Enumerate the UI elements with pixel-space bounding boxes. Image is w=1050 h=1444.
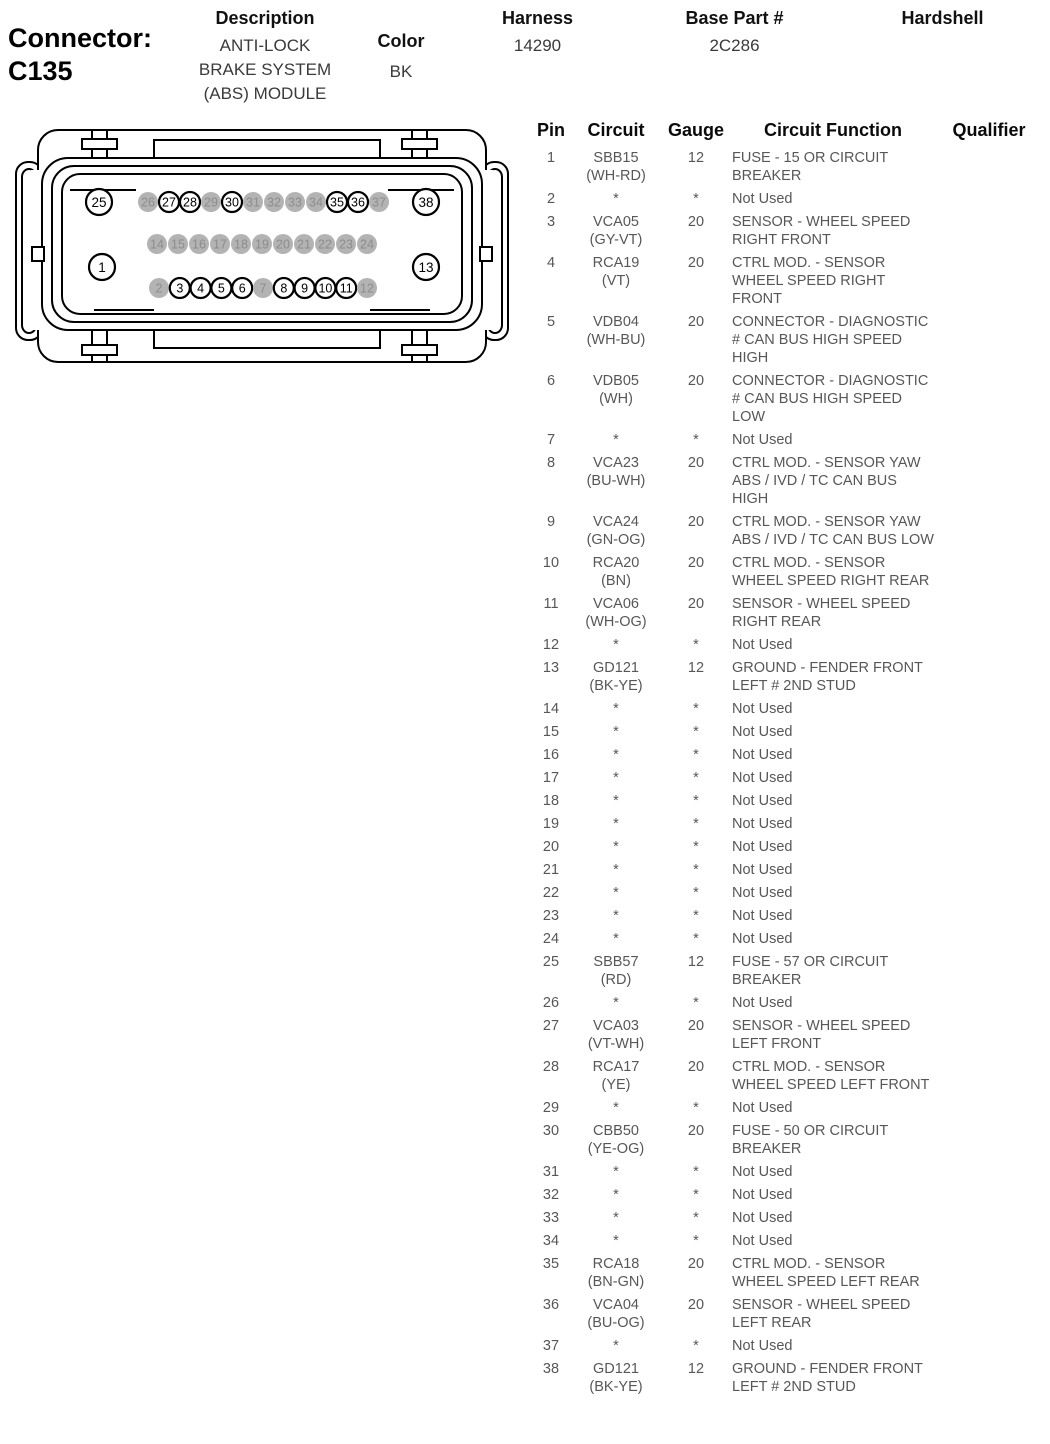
svg-text:8: 8 xyxy=(280,281,288,296)
table-row xyxy=(0,659,1050,695)
pin-cell: 25 xyxy=(542,954,560,970)
gauge-cell: * xyxy=(693,1187,699,1203)
table-row xyxy=(0,930,1050,948)
gauge-cell: 20 xyxy=(687,596,705,612)
circuit-cell: * xyxy=(613,747,619,763)
table-row xyxy=(0,1232,1050,1250)
circuit-cell: * xyxy=(613,793,619,809)
svg-text:19: 19 xyxy=(255,237,269,252)
svg-text:7: 7 xyxy=(259,281,267,296)
function-cell: Not Used xyxy=(732,931,793,947)
svg-text:36: 36 xyxy=(351,195,365,210)
pin-cell: 13 xyxy=(542,660,560,676)
circuit-cell: RCA18 (BN-GN) xyxy=(587,1256,645,1290)
pin-cell: 19 xyxy=(542,816,560,832)
table-row xyxy=(0,1099,1050,1117)
table-row xyxy=(0,746,1050,764)
gauge-cell: 20 xyxy=(687,455,705,471)
connector-label: Connector: xyxy=(8,23,152,53)
circuit-cell: VCA05 (GY-VT) xyxy=(589,214,643,248)
circuit-cell: * xyxy=(613,839,619,855)
harness-value: 14290 xyxy=(513,36,562,55)
column-header-circuit: Circuit xyxy=(587,120,645,140)
function-cell: CONNECTOR - DIAGNOSTIC # CAN BUS HIGH SPEED LOW xyxy=(732,373,929,425)
svg-text:3: 3 xyxy=(176,281,184,296)
table-row xyxy=(0,431,1050,449)
table-row xyxy=(0,1058,1050,1094)
gauge-cell: 20 xyxy=(687,1018,705,1034)
function-cell: CTRL MOD. - SENSOR WHEEL SPEED RIGHT REAR xyxy=(732,555,930,589)
circuit-cell: * xyxy=(613,1338,619,1354)
circuit-cell: * xyxy=(613,931,619,947)
pin-cell: 6 xyxy=(546,373,556,389)
function-cell: Not Used xyxy=(732,995,793,1011)
pin-cell: 10 xyxy=(542,555,560,571)
gauge-cell: * xyxy=(693,995,699,1011)
circuit-cell: * xyxy=(613,701,619,717)
pin-cell: 38 xyxy=(542,1361,560,1377)
gauge-cell: * xyxy=(693,816,699,832)
function-cell: Not Used xyxy=(732,839,793,855)
connector-title xyxy=(8,22,152,88)
pin-cell: 32 xyxy=(542,1187,560,1203)
table-row xyxy=(0,454,1050,508)
circuit-cell: RCA19 (VT) xyxy=(592,255,640,289)
pin-cell: 2 xyxy=(546,191,556,207)
table-row xyxy=(0,1122,1050,1158)
function-cell: Not Used xyxy=(732,701,793,717)
circuit-cell: * xyxy=(613,862,619,878)
circuit-cell: VCA23 (BU-WH) xyxy=(586,455,646,489)
gauge-cell: 12 xyxy=(687,150,705,166)
function-cell: Not Used xyxy=(732,1338,793,1354)
gauge-cell: 20 xyxy=(687,373,705,389)
circuit-cell: VCA06 (WH-OG) xyxy=(585,596,647,630)
gauge-cell: 20 xyxy=(687,1059,705,1075)
column-header-gauge: Gauge xyxy=(667,120,724,140)
table-row xyxy=(0,313,1050,367)
circuit-cell: * xyxy=(613,432,619,448)
pin-table xyxy=(0,120,1050,1401)
function-cell: FUSE - 50 OR CIRCUIT BREAKER xyxy=(732,1123,889,1157)
table-row xyxy=(0,884,1050,902)
circuit-cell: SBB15 (WH-RD) xyxy=(586,150,646,184)
circuit-cell: CBB50 (YE-OG) xyxy=(587,1123,645,1157)
svg-text:37: 37 xyxy=(372,195,386,210)
function-cell: Not Used xyxy=(732,1100,793,1116)
pin-cell: 15 xyxy=(542,724,560,740)
pin-cell: 29 xyxy=(542,1100,560,1116)
hardshell-header: Hardshell xyxy=(901,8,984,28)
circuit-cell: * xyxy=(613,816,619,832)
gauge-cell: * xyxy=(693,724,699,740)
gauge-cell: 20 xyxy=(687,214,705,230)
pin-cell: 33 xyxy=(542,1210,560,1226)
gauge-cell: * xyxy=(693,770,699,786)
svg-text:38: 38 xyxy=(418,194,434,210)
circuit-cell: * xyxy=(613,1210,619,1226)
svg-text:29: 29 xyxy=(204,195,218,210)
circuit-cell: VDB04 (WH-BU) xyxy=(586,314,646,348)
function-cell: SENSOR - WHEEL SPEED LEFT FRONT xyxy=(732,1018,911,1052)
pin-cell: 22 xyxy=(542,885,560,901)
pin-table-body xyxy=(0,149,1050,1396)
function-cell: Not Used xyxy=(732,885,793,901)
gauge-cell: * xyxy=(693,793,699,809)
circuit-cell: * xyxy=(613,724,619,740)
pin-cell: 17 xyxy=(542,770,560,786)
svg-text:15: 15 xyxy=(171,237,185,252)
gauge-cell: 12 xyxy=(687,1361,705,1377)
table-row xyxy=(0,190,1050,208)
function-cell: CONNECTOR - DIAGNOSTIC # CAN BUS HIGH SPEED HIGH xyxy=(732,314,929,366)
gauge-cell: 20 xyxy=(687,1297,705,1313)
circuit-cell: * xyxy=(613,191,619,207)
circuit-cell: * xyxy=(613,1187,619,1203)
pin-cell: 1 xyxy=(546,150,556,166)
pin-cell: 7 xyxy=(546,432,556,448)
pin-cell: 30 xyxy=(542,1123,560,1139)
function-cell: Not Used xyxy=(732,1164,793,1180)
column-header-qualifier: Qualifier xyxy=(952,120,1026,140)
circuit-cell: VCA24 (GN-OG) xyxy=(586,514,646,548)
table-row xyxy=(0,595,1050,631)
circuit-cell: * xyxy=(613,908,619,924)
svg-text:20: 20 xyxy=(276,237,290,252)
table-row xyxy=(0,1186,1050,1204)
pin-cell: 34 xyxy=(542,1233,560,1249)
table-row xyxy=(0,861,1050,879)
table-row xyxy=(0,1209,1050,1227)
gauge-cell: * xyxy=(693,862,699,878)
function-cell: CTRL MOD. - SENSOR WHEEL SPEED LEFT FRONT xyxy=(732,1059,930,1093)
svg-text:14: 14 xyxy=(150,237,164,252)
connector-id: C135 xyxy=(8,56,73,86)
svg-text:4: 4 xyxy=(197,281,205,296)
pin-cell: 36 xyxy=(542,1297,560,1313)
table-row xyxy=(0,636,1050,654)
function-cell: Not Used xyxy=(732,432,793,448)
pin-cell: 35 xyxy=(542,1256,560,1272)
pin-cell: 31 xyxy=(542,1164,560,1180)
table-row xyxy=(0,1255,1050,1291)
function-cell: Not Used xyxy=(732,862,793,878)
svg-text:23: 23 xyxy=(339,237,353,252)
pin-cell: 12 xyxy=(542,637,560,653)
gauge-cell: * xyxy=(693,1100,699,1116)
svg-text:1: 1 xyxy=(98,259,106,275)
function-cell: SENSOR - WHEEL SPEED RIGHT REAR xyxy=(732,596,911,630)
function-cell: FUSE - 57 OR CIRCUIT BREAKER xyxy=(732,954,889,988)
gauge-cell: * xyxy=(693,1164,699,1180)
svg-text:34: 34 xyxy=(309,195,323,210)
function-cell: Not Used xyxy=(732,747,793,763)
gauge-cell: * xyxy=(693,637,699,653)
gauge-cell: * xyxy=(693,191,699,207)
table-row xyxy=(0,700,1050,718)
circuit-cell: GD121 (BK-YE) xyxy=(589,660,643,694)
function-cell: CTRL MOD. - SENSOR YAW ABS / IVD / TC CAN BUS LOW xyxy=(732,514,934,548)
svg-text:35: 35 xyxy=(330,195,344,210)
svg-text:25: 25 xyxy=(91,194,107,210)
circuit-cell: * xyxy=(613,995,619,1011)
table-row xyxy=(0,1296,1050,1332)
circuit-cell: RCA20 (BN) xyxy=(592,555,640,589)
svg-text:10: 10 xyxy=(318,281,333,296)
gauge-cell: * xyxy=(693,908,699,924)
gauge-cell: * xyxy=(693,885,699,901)
gauge-cell: 20 xyxy=(687,555,705,571)
harness-header: Harness xyxy=(501,8,574,28)
function-cell: Not Used xyxy=(732,770,793,786)
gauge-cell: 20 xyxy=(687,1123,705,1139)
table-row xyxy=(0,513,1050,549)
function-cell: CTRL MOD. - SENSOR WHEEL SPEED LEFT REAR xyxy=(732,1256,920,1290)
table-row xyxy=(0,1017,1050,1053)
svg-text:28: 28 xyxy=(183,195,197,210)
pin-cell: 21 xyxy=(542,862,560,878)
function-cell: GROUND - FENDER FRONT LEFT # 2ND STUD xyxy=(732,660,923,694)
circuit-cell: VDB05 (WH) xyxy=(593,373,639,407)
table-row xyxy=(0,1337,1050,1355)
function-cell: SENSOR - WHEEL SPEED LEFT REAR xyxy=(732,1297,911,1331)
svg-text:30: 30 xyxy=(225,195,239,210)
function-cell: Not Used xyxy=(732,908,793,924)
gauge-cell: 20 xyxy=(687,314,705,330)
function-cell: Not Used xyxy=(732,816,793,832)
gauge-cell: * xyxy=(693,1338,699,1354)
gauge-cell: * xyxy=(693,701,699,717)
table-row xyxy=(0,769,1050,787)
table-row xyxy=(0,953,1050,989)
gauge-cell: * xyxy=(693,1210,699,1226)
function-cell: SENSOR - WHEEL SPEED RIGHT FRONT xyxy=(732,214,911,248)
svg-text:17: 17 xyxy=(213,237,227,252)
pin-cell: 37 xyxy=(542,1338,560,1354)
circuit-cell: VCA04 (BU-OG) xyxy=(587,1297,645,1331)
svg-text:16: 16 xyxy=(192,237,206,252)
circuit-cell: * xyxy=(613,637,619,653)
svg-text:2: 2 xyxy=(155,281,163,296)
pin-cell: 11 xyxy=(543,596,559,612)
circuit-cell: SBB57 (RD) xyxy=(593,954,639,988)
gauge-cell: 12 xyxy=(687,660,705,676)
circuit-cell: * xyxy=(613,770,619,786)
color-header: Color xyxy=(377,31,425,51)
function-cell: Not Used xyxy=(732,1233,793,1249)
circuit-cell: RCA17 (YE) xyxy=(592,1059,640,1093)
gauge-cell: * xyxy=(693,747,699,763)
pin-cell: 9 xyxy=(546,514,556,530)
pin-cell: 27 xyxy=(542,1018,560,1034)
svg-text:22: 22 xyxy=(318,237,332,252)
svg-text:21: 21 xyxy=(297,237,311,252)
svg-text:11: 11 xyxy=(339,281,353,296)
circuit-cell: * xyxy=(613,1100,619,1116)
svg-text:18: 18 xyxy=(234,237,248,252)
gauge-cell: * xyxy=(693,839,699,855)
table-row xyxy=(0,254,1050,308)
table-row xyxy=(0,1163,1050,1181)
function-cell: CTRL MOD. - SENSOR WHEEL SPEED RIGHT FRONT xyxy=(732,255,886,307)
function-cell: Not Used xyxy=(732,637,793,653)
pin-table-header xyxy=(0,120,1050,141)
gauge-cell: * xyxy=(693,1233,699,1249)
pin-cell: 8 xyxy=(546,455,556,471)
pin-cell: 3 xyxy=(546,214,556,230)
pin-cell: 4 xyxy=(546,255,556,271)
table-row xyxy=(0,792,1050,810)
function-cell: Not Used xyxy=(732,793,793,809)
svg-text:9: 9 xyxy=(301,281,309,296)
table-row xyxy=(0,815,1050,833)
svg-text:26: 26 xyxy=(141,195,155,210)
table-row xyxy=(0,372,1050,426)
svg-text:5: 5 xyxy=(217,281,225,296)
description-value: ANTI-LOCK BRAKE SYSTEM (ABS) MODULE xyxy=(198,36,332,103)
gauge-cell: 20 xyxy=(687,255,705,271)
function-cell: Not Used xyxy=(732,1187,793,1203)
pin-cell: 20 xyxy=(542,839,560,855)
table-row xyxy=(0,213,1050,249)
gauge-cell: * xyxy=(693,931,699,947)
description-header: Description xyxy=(215,8,315,28)
svg-text:33: 33 xyxy=(288,195,302,210)
table-row xyxy=(0,554,1050,590)
svg-text:12: 12 xyxy=(360,281,374,296)
pin-cell: 23 xyxy=(542,908,560,924)
table-row xyxy=(0,907,1050,925)
column-header-pin: Pin xyxy=(536,120,565,140)
circuit-cell: * xyxy=(613,1164,619,1180)
table-row xyxy=(0,838,1050,856)
pin-cell: 24 xyxy=(542,931,560,947)
svg-text:24: 24 xyxy=(360,237,374,252)
pin-cell: 28 xyxy=(542,1059,560,1075)
svg-text:27: 27 xyxy=(162,195,176,210)
svg-text:13: 13 xyxy=(418,259,434,275)
function-cell: GROUND - FENDER FRONT LEFT # 2ND STUD xyxy=(732,1361,923,1395)
function-cell: Not Used xyxy=(732,191,793,207)
table-row xyxy=(0,149,1050,185)
function-cell: FUSE - 15 OR CIRCUIT BREAKER xyxy=(732,150,889,184)
table-row xyxy=(0,723,1050,741)
gauge-cell: 20 xyxy=(687,1256,705,1272)
circuit-cell: GD121 (BK-YE) xyxy=(589,1361,643,1395)
svg-text:32: 32 xyxy=(267,195,281,210)
column-header-function: Circuit Function xyxy=(764,120,902,140)
gauge-cell: 12 xyxy=(687,954,705,970)
circuit-cell: VCA03 (VT-WH) xyxy=(587,1018,645,1052)
svg-text:31: 31 xyxy=(246,195,260,210)
table-row xyxy=(0,994,1050,1012)
function-cell: Not Used xyxy=(732,1210,793,1226)
function-cell: Not Used xyxy=(732,724,793,740)
table-row xyxy=(0,1360,1050,1396)
base-part-header: Base Part # xyxy=(685,8,784,28)
pin-cell: 18 xyxy=(542,793,560,809)
pin-cell: 16 xyxy=(542,747,560,763)
function-cell: CTRL MOD. - SENSOR YAW ABS / IVD / TC CAN BUS HIGH xyxy=(732,455,921,507)
base-part-value: 2C286 xyxy=(709,36,760,55)
pin-cell: 5 xyxy=(546,314,556,330)
gauge-cell: * xyxy=(693,432,699,448)
pin-cell: 26 xyxy=(542,995,560,1011)
svg-text:6: 6 xyxy=(238,281,246,296)
color-value: BK xyxy=(389,62,413,81)
pin-cell: 14 xyxy=(542,701,560,717)
gauge-cell: 20 xyxy=(687,514,705,530)
circuit-cell: * xyxy=(613,885,619,901)
circuit-cell: * xyxy=(613,1233,619,1249)
